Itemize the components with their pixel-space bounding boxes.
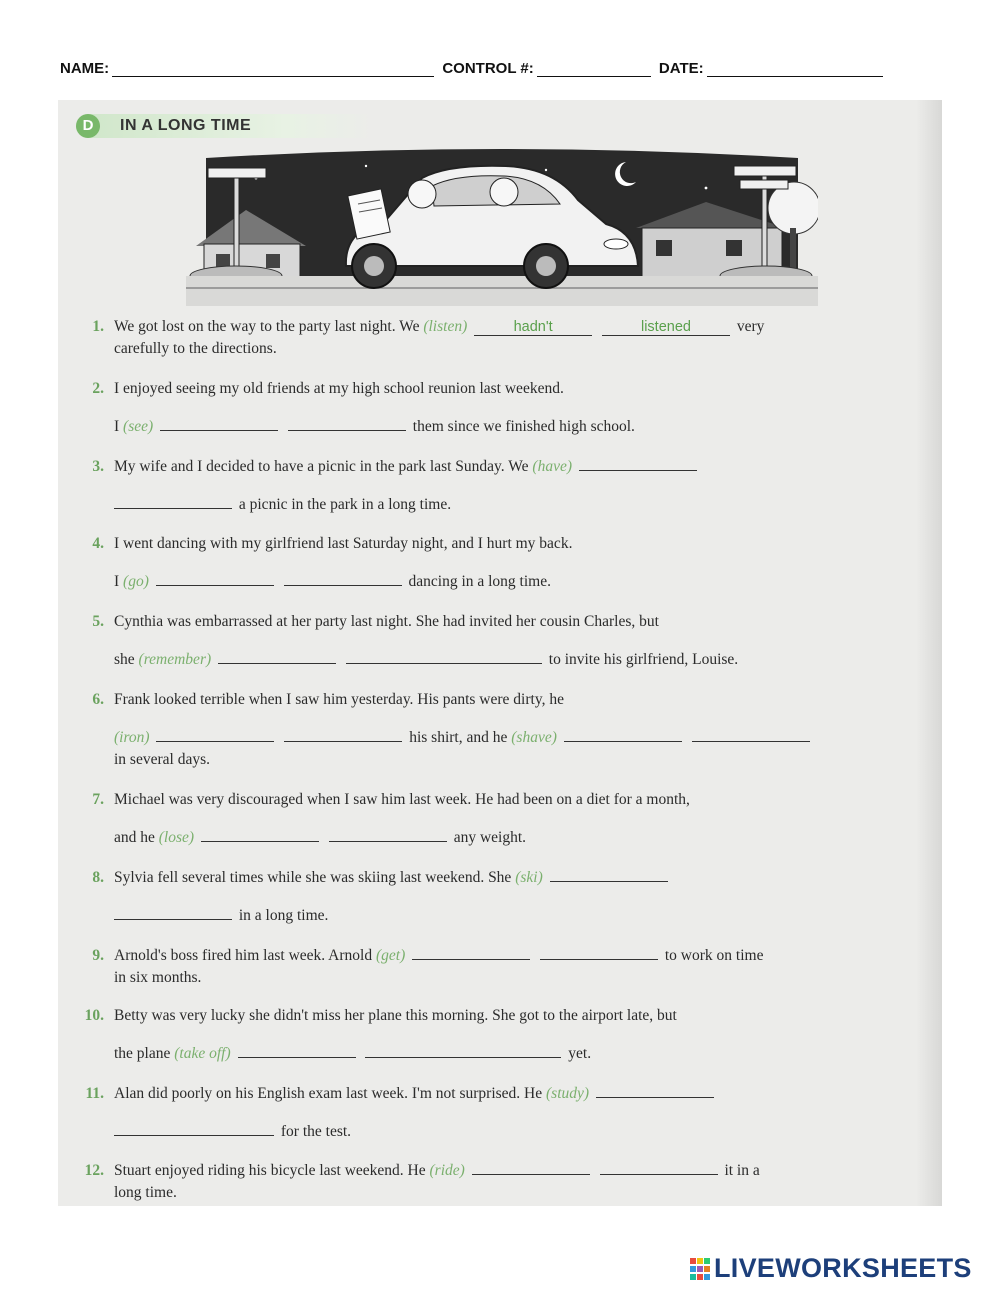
exercise-item-3 — [76, 456, 924, 533]
verb-hint: (listen) — [423, 318, 468, 335]
item-text: she — [114, 651, 135, 668]
item-text: very — [736, 318, 765, 335]
exercise-item-1 — [76, 316, 924, 378]
item-text: Alan did poorly on his English exam last week. I'm not surprised. He — [114, 1085, 543, 1102]
date-field[interactable] — [707, 64, 883, 77]
item-number: 9. — [92, 947, 104, 964]
answer-field-1[interactable] — [550, 867, 668, 882]
item-text: I went dancing with my girlfriend last Saturday night, and I hurt my back. — [114, 535, 573, 552]
item-text: his shirt, and he — [409, 729, 508, 746]
item-text: Cynthia was embarrassed at her party last night. She had invited her cousin Charles, but — [114, 613, 659, 630]
item-text: in several days. — [114, 751, 210, 768]
item-text: a picnic in the park in a long time. — [238, 496, 452, 513]
exercise-item-8 — [76, 867, 924, 945]
item-number: 10. — [84, 1007, 104, 1024]
verb-hint: (go) — [123, 573, 149, 590]
answer-field-2[interactable] — [114, 1121, 274, 1136]
worksheet-page — [58, 100, 942, 1206]
item-text: and he — [114, 829, 155, 846]
section-title — [76, 114, 376, 138]
item-number: 3. — [92, 458, 104, 475]
answer-field-2[interactable] — [329, 827, 447, 842]
item-number: 5. — [92, 613, 104, 630]
item-text: to work on time — [664, 947, 764, 964]
answer-field-2[interactable] — [284, 727, 402, 742]
verb-hint: (lose) — [158, 829, 195, 846]
item-text: them since we finished high school. — [412, 418, 635, 435]
item-number: 2. — [92, 380, 104, 397]
answer-field-2[interactable] — [540, 945, 658, 960]
exercise-item-11 — [76, 1083, 924, 1160]
exercise-item-4 — [76, 533, 924, 611]
answer-field-1[interactable] — [156, 571, 274, 586]
item-text: in six months. — [114, 969, 202, 986]
verb-hint: (have) — [532, 458, 573, 475]
verb-hint: (ride) — [429, 1162, 465, 1179]
name-label: NAME: — [60, 60, 110, 77]
control-label: CONTROL #: — [442, 60, 534, 77]
answer-field-2[interactable]: listened — [602, 319, 730, 336]
item-text: in a long time. — [238, 907, 329, 924]
answer-field-1[interactable] — [596, 1083, 714, 1098]
verb-hint: (iron) — [114, 729, 150, 746]
verb-hint: (take off) — [174, 1045, 231, 1062]
exercise-list — [76, 316, 924, 1210]
exercise-item-12 — [76, 1160, 924, 1210]
answer-field-1[interactable] — [579, 456, 697, 471]
answer-field-1[interactable] — [201, 827, 319, 842]
item-number: 12. — [84, 1162, 104, 1179]
answer-field-1[interactable] — [218, 649, 336, 664]
item-number: 7. — [92, 791, 104, 808]
item-number: 1. — [92, 318, 104, 335]
answer-field-2[interactable] — [346, 649, 542, 664]
answer-field-1[interactable] — [156, 727, 274, 742]
answer-field-1[interactable] — [160, 416, 278, 431]
control-field[interactable] — [537, 64, 651, 77]
date-label: DATE: — [658, 60, 704, 77]
answer-field-4[interactable] — [692, 727, 810, 742]
item-text: Michael was very discouraged when I saw him last week. He had been on a diet for a month, — [114, 791, 690, 808]
item-text: to invite his girlfriend, Louise. — [548, 651, 739, 668]
item-text: I — [114, 573, 120, 590]
verb-hint: (ski) — [515, 869, 543, 886]
item-text: My wife and I decided to have a picnic in the park last Sunday. We — [114, 458, 529, 475]
answer-field-2[interactable] — [600, 1160, 718, 1175]
section-letter-badge: D — [76, 114, 100, 138]
answer-field-1[interactable]: hadn't — [474, 319, 592, 336]
item-text: any weight. — [453, 829, 527, 846]
exercise-item-10 — [76, 1005, 924, 1083]
item-number: 6. — [92, 691, 104, 708]
logo-blocks-icon — [690, 1258, 710, 1280]
item-text: Stuart enjoyed riding his bicycle last weekend. He — [114, 1162, 426, 1179]
verb-hint: (see) — [123, 418, 154, 435]
item-text: dancing in a long time. — [408, 573, 551, 590]
item-text: long time. — [114, 1184, 177, 1201]
answer-field-1[interactable] — [472, 1160, 590, 1175]
exercise-item-6 — [76, 689, 924, 789]
item-number: 8. — [92, 869, 104, 886]
exercise-item-5 — [76, 611, 924, 689]
car-at-night-illustration — [186, 148, 818, 306]
item-text: Sylvia fell several times while she was skiing last weekend. She — [114, 869, 512, 886]
logo-text: LIVEWORKSHEETS — [714, 1253, 972, 1283]
answer-field-2[interactable] — [114, 905, 232, 920]
verb-hint: (get) — [375, 947, 406, 964]
item-number: 4. — [92, 535, 104, 552]
item-text: I enjoyed seeing my old friends at my high school reunion last weekend. — [114, 380, 564, 397]
verb-hint: (study) — [546, 1085, 590, 1102]
answer-field-2[interactable] — [365, 1043, 561, 1058]
item-text: yet. — [568, 1045, 592, 1062]
worksheet-header — [60, 60, 940, 77]
item-text: Frank looked terrible when I saw him yesterday. His pants were dirty, he — [114, 691, 564, 708]
answer-field-3[interactable] — [564, 727, 682, 742]
item-number: 11. — [85, 1085, 104, 1102]
item-text: carefully to the directions. — [114, 340, 277, 357]
item-text: it in a — [724, 1162, 760, 1179]
verb-hint: (shave) — [511, 729, 557, 746]
section-title-text: IN A LONG TIME — [120, 117, 252, 134]
verb-hint: (remember) — [138, 651, 212, 668]
answer-field-2[interactable] — [288, 416, 406, 431]
exercise-item-7 — [76, 789, 924, 867]
item-text: the plane — [114, 1045, 171, 1062]
answer-field-2[interactable] — [284, 571, 402, 586]
answer-field-1[interactable] — [412, 945, 530, 960]
item-text: I — [114, 418, 120, 435]
answer-field-1[interactable] — [238, 1043, 356, 1058]
exercise-item-2 — [76, 378, 924, 456]
item-text: Betty was very lucky she didn't miss her plane this morning. She got to the airport late, but — [114, 1007, 677, 1024]
answer-field-2[interactable] — [114, 494, 232, 509]
item-text: for the test. — [280, 1123, 352, 1140]
exercise-item-9 — [76, 945, 924, 1005]
item-text: Arnold's boss fired him last week. Arnold — [114, 947, 373, 964]
item-text: We got lost on the way to the party last night. We — [114, 318, 420, 335]
name-field[interactable] — [112, 64, 434, 77]
